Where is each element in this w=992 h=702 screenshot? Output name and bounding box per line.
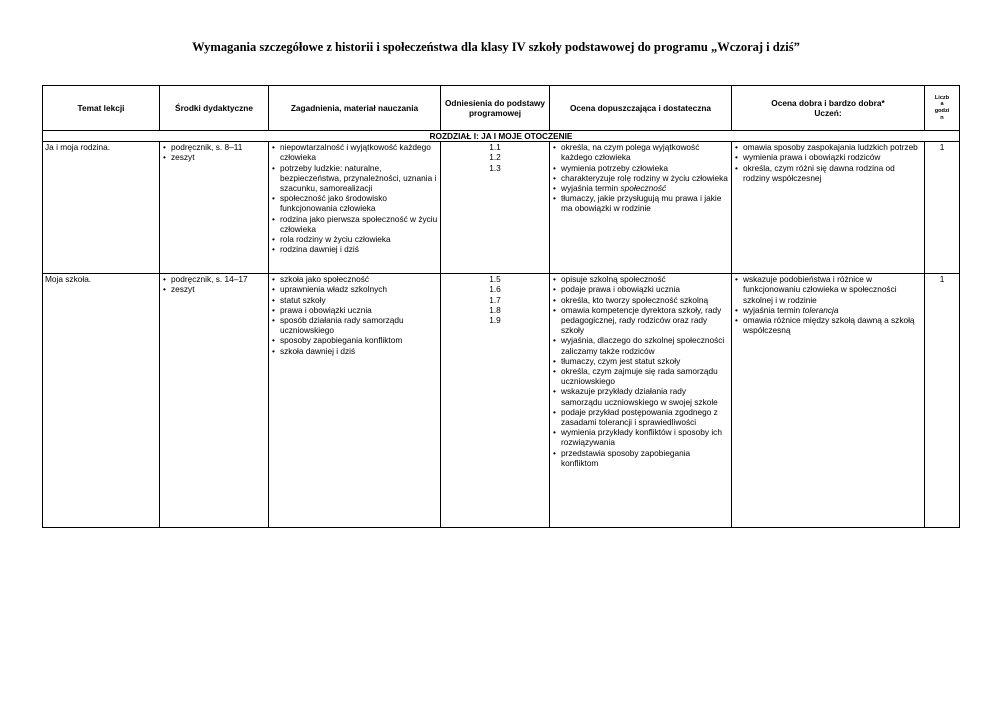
header-topic: Temat lekcji [43, 86, 160, 131]
list-item: • rola rodziny w życiu człowieka [271, 234, 438, 244]
term-italic: społeczność [620, 183, 667, 194]
header-hours-line3: godzi [934, 108, 950, 114]
list-item: • prawa i obowiązki ucznia [271, 305, 438, 315]
list-item: • tłumaczy, jakie przysługują mu prawa i jakie ma obowiązki w rodzinie [552, 193, 729, 213]
header-hours-line1: Liczb [934, 94, 950, 101]
lesson-grade-good [732, 274, 925, 528]
list-item: • opisuje szkolną społeczność [552, 274, 729, 284]
list-item: • szkoła jako społeczność [271, 274, 438, 284]
core-ref: 1.7 [489, 294, 501, 305]
means-list [162, 142, 266, 162]
list-item [552, 183, 729, 193]
list-item: • określa, na czym polega wyjątkowość każdego człowieka [552, 142, 729, 162]
grade-good-list [734, 142, 922, 183]
list-item: • wymienia potrzeby człowieka [552, 163, 729, 173]
list-item: • wyjaśnia, dlaczego do szkolnej społeczności zaliczamy także rodziców [552, 335, 729, 355]
lesson-hours: 1 [925, 274, 960, 528]
lesson-row [43, 274, 960, 528]
header-row [43, 86, 960, 131]
grade-basic-list [552, 274, 729, 468]
lesson-issues [269, 142, 441, 274]
lesson-core-refs [441, 142, 550, 274]
list-item: • uprawnienia władz szkolnych [271, 284, 438, 294]
list-item: • określa, czym różni się dawna rodzina od rodziny współczesnej [734, 163, 922, 183]
list-item: • omawia różnice między szkołą dawną a szkołą współczesną [734, 315, 922, 335]
lesson-means [160, 142, 269, 274]
lesson-means [160, 274, 269, 528]
list-item: • omawia kompetencje dyrektora szkoły, rady pedagogicznej, rady rodziców oraz rady szkoły [552, 305, 729, 336]
list-item: • podaje przykład postępowania zgodnego z zasadami tolerancji i sprawiedliwości [552, 407, 729, 427]
header-grade-good [732, 86, 925, 131]
issues-list [271, 274, 438, 356]
list-item: • tłumaczy, czym jest statut szkoły [552, 356, 729, 366]
core-ref: 1.3 [489, 162, 501, 173]
core-ref: 1.5 [489, 274, 501, 285]
list-item: • zeszyt [162, 152, 266, 162]
issues-list [271, 142, 438, 254]
list-item-text: wyjaśnia termin [561, 183, 621, 194]
list-item [734, 305, 922, 315]
list-item: • omawia sposoby zaspokajania ludzkich potrzeb [734, 142, 922, 152]
list-item: • wymienia prawa i obowiązki rodziców [734, 152, 922, 162]
chapter-title: ROZDZIAŁ I: JA I MOJE OTOCZENIE [43, 131, 960, 142]
list-item: • niepowtarzalność i wyjątkowość każdego człowieka [271, 142, 438, 162]
list-item: • zeszyt [162, 284, 266, 294]
lesson-row [43, 142, 960, 274]
lesson-grade-basic [550, 274, 732, 528]
header-hours [925, 86, 960, 131]
list-item: • wymienia przykłady konfliktów i sposoby ich rozwiązywania [552, 427, 729, 447]
header-grade-good-line1: Ocena dobra i bardzo dobra* [771, 97, 885, 108]
lesson-core-refs [441, 274, 550, 528]
lesson-grade-basic [550, 142, 732, 274]
lesson-grade-good [732, 142, 925, 274]
chapter-row [43, 131, 960, 142]
header-grade-good-line2: Uczeń: [814, 108, 842, 118]
means-list [162, 274, 266, 294]
list-item: • określa, kto tworzy społeczność szkolną [552, 295, 729, 305]
list-item: • rodzina jako pierwsza społeczność w życiu człowieka [271, 214, 438, 234]
grade-basic-list [552, 142, 729, 213]
header-hours-line2: a [940, 101, 944, 108]
term-italic: tolerancja [802, 304, 839, 315]
lesson-hours: 1 [925, 142, 960, 274]
list-item: • przedstawia sposoby zapobiegania konfliktom [552, 448, 729, 468]
header-grade-basic: Ocena dopuszczająca i dostateczna [550, 86, 732, 131]
header-means: Środki dydaktyczne [160, 86, 269, 131]
list-item: • społeczność jako środowisko funkcjonowania człowieka [271, 193, 438, 213]
list-item: • potrzeby ludzkie: naturalne, bezpieczeństwa, przynależności, uznania i szacunku, samorealizacji [271, 163, 438, 194]
list-item: • podaje prawa i obowiązki ucznia [552, 284, 729, 294]
list-item: • wskazuje przykłady działania rady samorządu uczniowskiego w swojej szkole [552, 386, 729, 406]
lesson-topic: Moja szkoła. [43, 274, 160, 528]
core-ref: 1.8 [489, 304, 501, 315]
list-item: • określa, czym zajmuje się rada samorządu uczniowskiego [552, 366, 729, 386]
lesson-issues [269, 274, 441, 528]
core-ref: 1.1 [489, 142, 501, 153]
lesson-topic: Ja i moja rodzina. [43, 142, 160, 274]
document-title: Wymagania szczegółowe z historii i społeczeństwa dla klasy IV szkoły podstawowej do programu „Wczoraj i dziś” [192, 40, 800, 54]
grade-good-list [734, 274, 922, 335]
list-item: • szkoła dawniej i dziś [271, 346, 438, 356]
list-item: • wskazuje podobieństwa i różnice w funkcjonowaniu człowieka w społeczności szkolnej i w rodzinie [734, 274, 922, 305]
core-ref: 1.6 [489, 284, 501, 295]
list-item: • sposoby zapobiegania konfliktom [271, 335, 438, 345]
header-hours-line4: n [940, 114, 944, 121]
list-item: • sposób działania rady samorządu uczniowskiego [271, 315, 438, 335]
requirements-table [42, 85, 960, 528]
header-issues: Zagadnienia, materiał nauczania [269, 86, 441, 131]
header-core-ref: Odniesienia do podstawy programowej [441, 86, 550, 131]
list-item: • charakteryzuje rolę rodziny w życiu człowieka [552, 173, 729, 183]
list-item: • podręcznik, s. 14–17 [162, 274, 266, 284]
core-ref: 1.2 [489, 152, 501, 163]
list-item-text: wyjaśnia termin [743, 304, 803, 315]
list-item: • rodzina dawniej i dziś [271, 244, 438, 254]
core-ref: 1.9 [489, 315, 501, 326]
list-item: • statut szkoły [271, 295, 438, 305]
list-item: • podręcznik, s. 8–11 [162, 142, 266, 152]
